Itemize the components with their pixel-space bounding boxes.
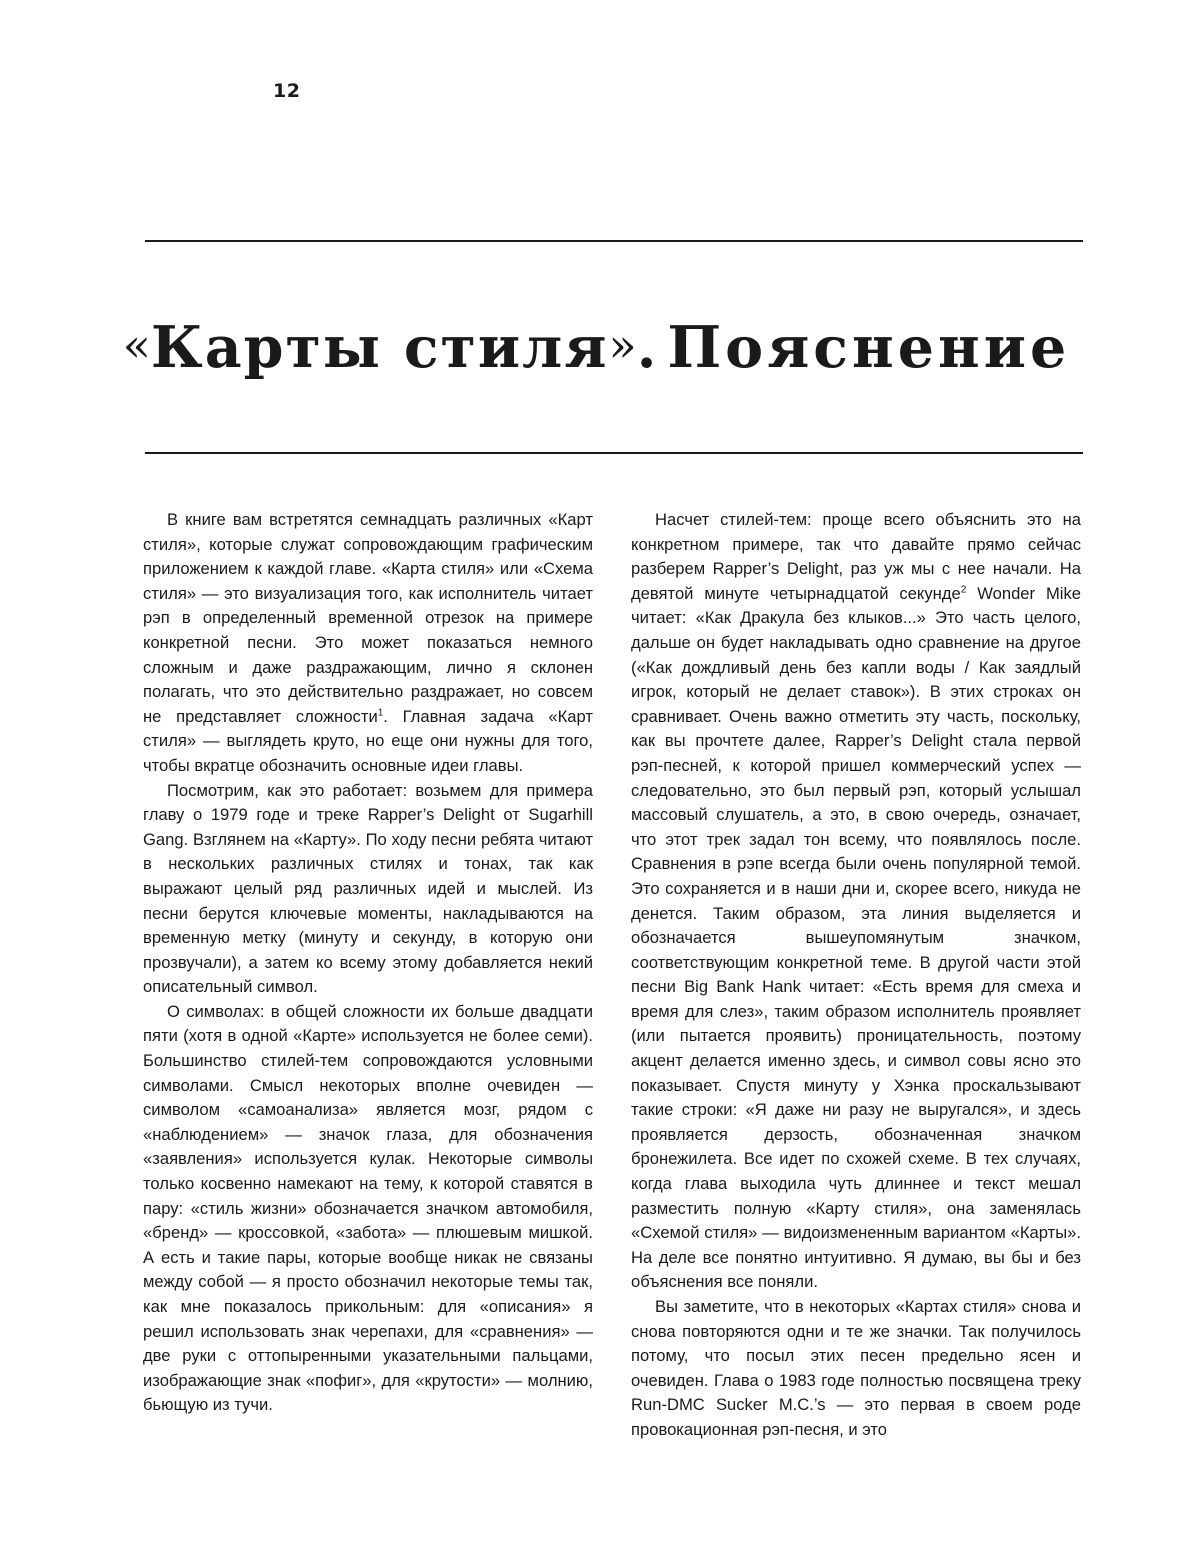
title-second-part: Пояснение bbox=[667, 314, 1071, 381]
page-number: 12 bbox=[273, 80, 301, 102]
right-column bbox=[631, 508, 1081, 1443]
chapter-title bbox=[0, 305, 1193, 396]
paragraph-text: Насчет стилей-тем: проще всего объяснить это на конкретном примере, так что давайте прямо сейчас разберем Rapper’s Delight, раз уж мы с нее начали. На девятой минуте четырнадцатой секунде bbox=[631, 510, 1081, 603]
paragraph-text: . Главная задача «Карт стиля» — выглядеть круто, но еще они нужны для того, чтобы вкратце обозначить основные идеи главы. bbox=[143, 706, 593, 775]
left-column bbox=[143, 508, 593, 1418]
title-rule-top bbox=[145, 240, 1083, 242]
paragraph: Вы заметите, что в некоторых «Картах стиля» снова и снова повторяются одни и те же значки. Так получилось потому, что посыл этих песен предельно ясен и очевиден. Глава о 1983 годе полностью посвящена треку Run-DMC Sucker M.C.’s — это первая в своем роде провокационная рэп-песня, и это bbox=[631, 1297, 1081, 1439]
paragraph bbox=[631, 508, 1081, 1295]
footnote-marker: 1 bbox=[377, 707, 384, 719]
footnote-marker: 2 bbox=[960, 584, 967, 596]
paragraph bbox=[143, 508, 593, 779]
paragraph: Посмотрим, как это работает: возьмем для примера главу о 1979 годе и треке Rapper’s Delight от Sugarhill Gang. Взглянем на «Карту». По ходу песни ребята читают в нескольких различных стилях и тонах, так как выражают целый ряд различных идей и мыслей. Из песни берутся ключевые моменты, накладываются на временную метку (минуту и секунду, в которую они прозвучали), а затем ко всему этому добавляется некий описательный символ. bbox=[143, 780, 593, 997]
title-close-quote: » bbox=[608, 318, 637, 372]
title-first-part: Карты стиля bbox=[150, 314, 609, 381]
title-open-quote: « bbox=[122, 318, 151, 372]
paragraph-text: В книге вам встретятся семнадцать различных «Карт стиля», которые служат сопровождающим графическим приложением к каждой главе. «Карта стиля» или «Схема стиля» — это визуализация того, как исполнитель читает рэп в определенный временной отрезок на примере конкретной песни. Это может показаться немного сложным и даже раздражающим, лично я склонен полагать, что это действительно раздражает, но совсем не представляет сложности bbox=[143, 510, 593, 726]
title-separator: . bbox=[636, 314, 659, 381]
paragraph: О символах: в общей сложности их больше двадцати пяти (хотя в одной «Карте» используется не более семи). Большинство стилей-тем сопровождаются условными символами. Смысл некоторых вполне очевиден — символом «самоанализа» является мозг, рядом с «наблюдением» — значок глаза, для обозначения «заявления» используется кулак. Некоторые символы только косвенно намекают на тему, к которой ставятся в пару: «стиль жизни» обозначается значком автомобиля, «бренд» — кроссовкой, «забота» — плюшевым мишкой. А есть и такие пары, которые вообще никак не связаны между собой — я просто обозначил некоторые темы так, как мне показалось прикольным: для «описания» я решил использовать знак черепахи, для «сравнения» — две руки с оттопыренными указательными пальцами, изображающие знак «пофиг», для «крутости» — молнию, бьющую из тучи. bbox=[143, 1001, 593, 1415]
title-rule-bottom bbox=[145, 452, 1083, 454]
paragraph-text: Wonder Mike читает: «Как Дракула без клыков...» Это часть целого, дальше он будет накладывать одно сравнение на другое («Как дождливый день без капли воды / Как заядлый игрок, который не делает ставок»). В этих строках он сравнивает. Очень важно отметить эту часть, поскольку, как вы прочтете далее, Rapper’s Delight стала первой рэп-песней, к которой пришел коммерческий успех — следовательно, это был первый рэп, который услышал массовый слушатель, а это, в свою очередь, означает, что этот трек задал тон всему, что появлялось после. Сравнения в рэпе всегда были очень популярной темой. Это сохраняется и в наши дни и, скорее всего, никуда не денется. Таким образом, эта линия выделяется и обозначается вышеупомянутым значком, соответствующим конкретной теме. В другой части этой песни Big Bank Hank читает: «Есть время для смеха и время для слез», таким образом исполнитель проявляет (или пытается проявить) проницательность, поэтому акцент делается именно здесь, и символ совы ясно это показывает. Спустя минуту у Хэнка проскальзывают такие строки: «Я даже ни разу не выругался», и здесь проявляется дерзость, обозначенная значком бронежилета. Все идет по схожей схеме. В тех случаях, когда глава выходила чуть длиннее и текст мешал разместить полную «Карту стиля», она заменялась «Схемой стиля» — видоизмененным вариантом «Карты». На деле все понятно интуитивно. Я думаю, вы бы и без объяснения все поняли. bbox=[631, 583, 1082, 1292]
